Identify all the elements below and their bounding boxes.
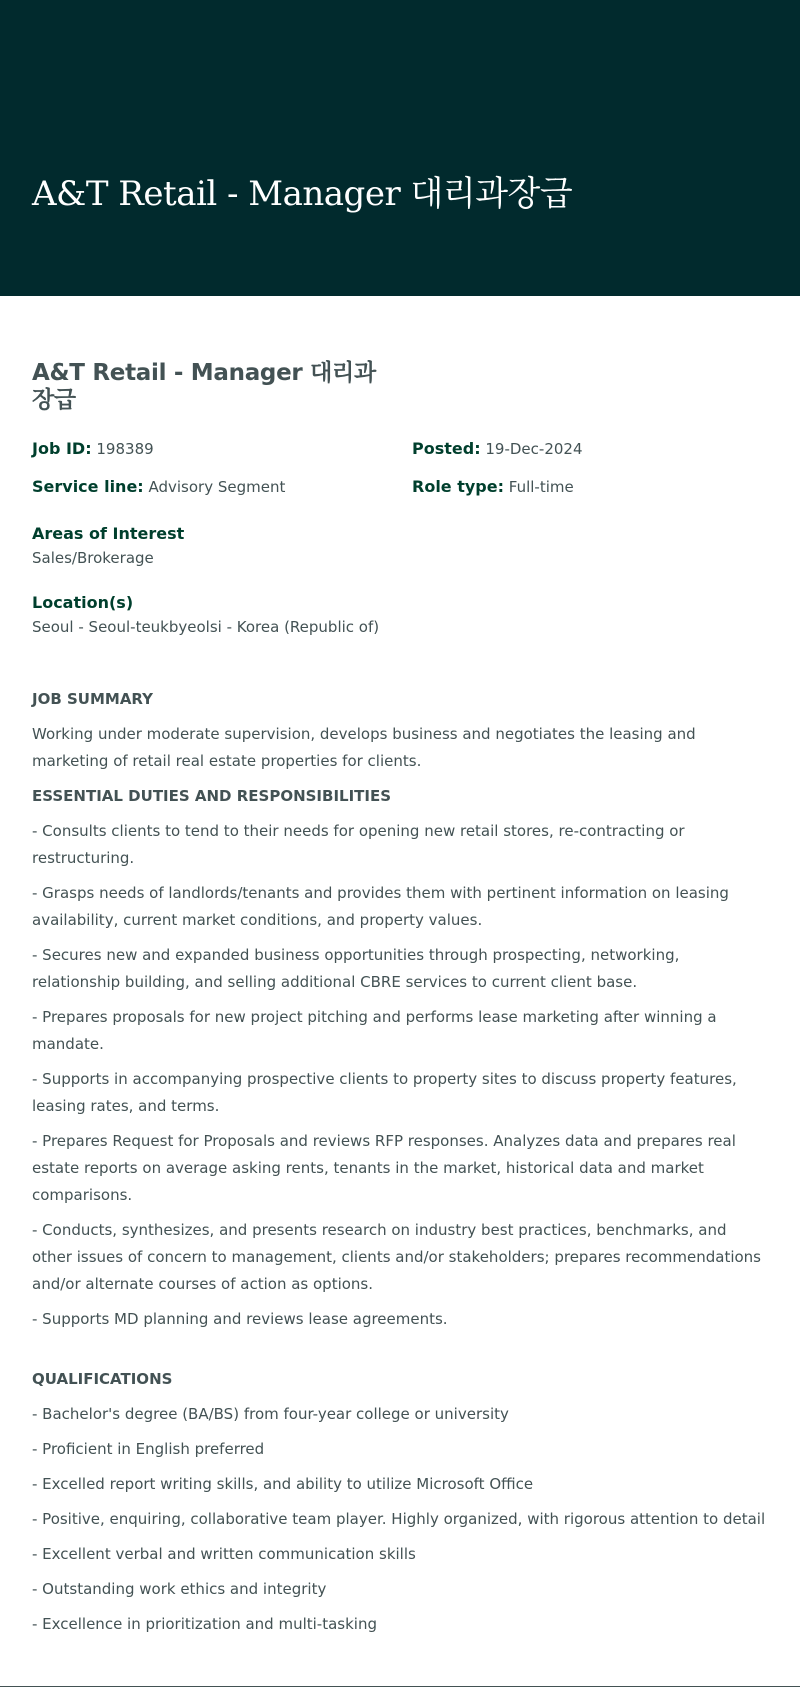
role-type-field xyxy=(412,477,574,496)
service-line-label: Service line: xyxy=(32,477,144,496)
service-line-field xyxy=(32,477,285,496)
locations-label: Location(s) xyxy=(32,593,134,612)
job-summary-heading: JOB SUMMARY xyxy=(32,690,154,708)
duty-item: - Supports in accompanying prospective clients to property sites to discuss property features, leasing rates, and terms. xyxy=(32,1070,737,1115)
qualification-item: - Positive, enquiring, collaborative team player. Highly organized, with rigorous attention to detail xyxy=(32,1510,766,1528)
posted-value: 19-Dec-2024 xyxy=(485,440,583,458)
duty-item: - Conducts, synthesizes, and presents research on industry best practices, benchmarks, and other issues of concern to management, clients and/or stakeholders; prepares recommendations and/or alternate courses of action as options. xyxy=(32,1221,762,1293)
hero-title: A&T Retail - Manager 대리과장급 xyxy=(32,174,573,214)
posted-label: Posted: xyxy=(412,439,481,458)
qualifications-heading: QUALIFICATIONS xyxy=(32,1370,173,1388)
job-summary-text: Working under moderate supervision, develops business and negotiates the leasing and marketing of retail real estate properties for clients. xyxy=(32,725,696,770)
duty-item: - Prepares Request for Proposals and reviews RFP responses. Analyzes data and prepares real estate reports on average asking rents, tenants in the market, historical data and market comparisons. xyxy=(32,1132,736,1204)
duty-item: - Supports MD planning and reviews lease agreements. xyxy=(32,1310,448,1328)
qualification-item: - Excellence in prioritization and multi-tasking xyxy=(32,1615,377,1633)
duty-item: - Consults clients to tend to their needs for opening new retail stores, re-contracting or restructuring. xyxy=(32,822,685,867)
job-title: A&T Retail - Manager 대리과장급 xyxy=(32,360,376,413)
qualification-item: - Proficient in English preferred xyxy=(32,1440,265,1458)
qualification-item: - Excelled report writing skills, and ability to utilize Microsoft Office xyxy=(32,1475,534,1493)
duties-heading: ESSENTIAL DUTIES AND RESPONSIBILITIES xyxy=(32,787,392,805)
bottom-divider xyxy=(0,1686,800,1687)
areas-of-interest-label: Areas of Interest xyxy=(32,524,185,543)
qualification-item: - Outstanding work ethics and integrity xyxy=(32,1580,327,1598)
job-description xyxy=(32,686,770,1646)
job-id-field xyxy=(32,439,154,458)
job-id-value: 198389 xyxy=(96,440,154,458)
role-type-label: Role type: xyxy=(412,477,504,496)
duty-item: - Secures new and expanded business opportunities through prospecting, networking, relationship building, and selling additional CBRE services to current client base. xyxy=(32,946,680,991)
locations-value: Seoul - Seoul-teukbyeolsi - Korea (Republic of) xyxy=(32,618,380,636)
role-type-value: Full-time xyxy=(508,478,574,496)
service-line-value: Advisory Segment xyxy=(148,478,286,496)
qualification-item: - Excellent verbal and written communication skills xyxy=(32,1545,416,1563)
duty-item: - Prepares proposals for new project pitching and performs lease marketing after winning a mandate. xyxy=(32,1008,717,1053)
hero-banner xyxy=(0,0,800,296)
areas-of-interest-value: Sales/Brokerage xyxy=(32,549,154,567)
job-id-label: Job ID: xyxy=(32,439,92,458)
posted-field xyxy=(412,439,583,458)
duty-item: - Grasps needs of landlords/tenants and provides them with pertinent information on leasing availability, current market conditions, and property values. xyxy=(32,884,729,929)
qualification-item: - Bachelor's degree (BA/BS) from four-year college or university xyxy=(32,1405,509,1423)
